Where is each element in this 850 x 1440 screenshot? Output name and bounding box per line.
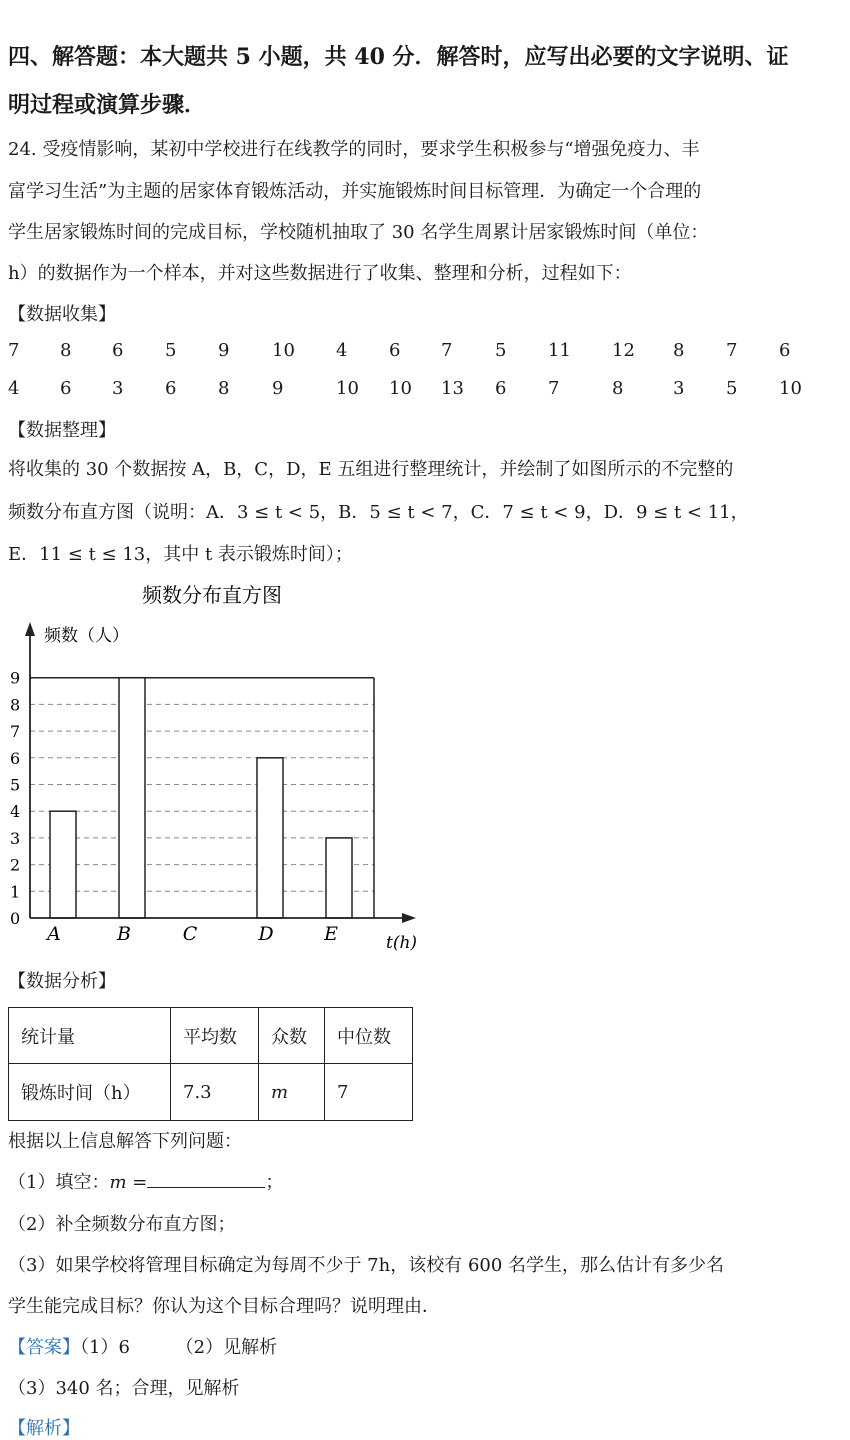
question-2: （2）补全频数分布直方图； xyxy=(8,1214,236,1235)
data-row-1-value: 7 xyxy=(441,340,453,361)
data-row-1-value: 8 xyxy=(60,340,72,361)
problem-intro-4: h）的数据作为一个样本，并对这些数据进行了收集、整理和分析，过程如下： xyxy=(8,263,632,284)
data-row-1-value: 7 xyxy=(8,340,20,361)
organize-text-2: 频数分布直方图（说明：A．3 ≤ t < 5，B．5 ≤ t < 7，C．7 ≤ t < 9，D．9 ≤ t < 11， xyxy=(8,502,749,523)
data-row-2-value: 8 xyxy=(612,378,624,399)
data-row-2-value: 6 xyxy=(165,378,177,399)
table-cell-mode xyxy=(259,1064,325,1121)
bar-E xyxy=(326,838,352,918)
questions-intro: 根据以上信息解答下列问题： xyxy=(8,1131,242,1152)
data-row-1-value: 6 xyxy=(389,340,401,361)
x-category-label: D xyxy=(258,923,274,945)
data-row-2-value: 6 xyxy=(495,378,507,399)
section-heading-line2: 明过程或演算步骤． xyxy=(8,92,207,118)
table-cell-median: 7 xyxy=(325,1064,413,1121)
question-1-end: ； xyxy=(265,1172,284,1193)
data-row-2-value: 8 xyxy=(218,378,230,399)
question-1 xyxy=(8,1168,283,1194)
chart-ylabel: 频数（人） xyxy=(44,626,129,646)
table-header-median: 中位数 xyxy=(325,1008,413,1064)
answer-label: 【答案】 xyxy=(8,1337,80,1358)
problem-intro-2: 富学习生活”为主题的居家体育锻炼活动，并实施锻炼时间目标管理．为确定一个合理的 xyxy=(8,181,702,202)
data-row-2-value: 3 xyxy=(673,378,685,399)
question-3-line1: （3）如果学校将管理目标确定为每周不少于 7h，该校有 600 名学生，那么估计有多少名 xyxy=(8,1255,725,1276)
bar-B xyxy=(119,678,145,918)
data-row-1 xyxy=(0,340,850,364)
data-row-2-value: 6 xyxy=(60,378,72,399)
data-collect-label: 【数据收集】 xyxy=(8,304,116,325)
question-1-var: m = xyxy=(109,1172,148,1193)
organize-text-3: E．11 ≤ t ≤ 13，其中 t 表示锻炼时间）； xyxy=(8,544,353,565)
answer-blank xyxy=(147,1171,265,1188)
data-row-1-value: 6 xyxy=(779,340,791,361)
data-row-1-value: 11 xyxy=(548,340,571,361)
data-row-2-value: 7 xyxy=(548,378,560,399)
analysis-tag: 【解析】 xyxy=(8,1418,80,1439)
x-category-label: C xyxy=(182,923,198,945)
statistics-table xyxy=(8,1007,413,1121)
data-row-1-value: 5 xyxy=(495,340,507,361)
table-header-mode: 众数 xyxy=(259,1008,325,1064)
y-tick-label: 3 xyxy=(10,828,21,848)
data-row-1-value: 4 xyxy=(336,340,348,361)
y-tick-label: 0 xyxy=(10,909,21,928)
y-tick-label: 9 xyxy=(10,668,21,688)
data-row-2-value: 10 xyxy=(389,378,412,399)
data-row-2-value: 13 xyxy=(441,378,464,399)
y-axis-arrow xyxy=(25,622,35,636)
table-header-mean: 平均数 xyxy=(171,1008,259,1064)
data-organize-label: 【数据整理】 xyxy=(8,420,116,441)
table-cell-label: 锻炼时间（h） xyxy=(9,1064,171,1121)
data-row-1-value: 7 xyxy=(726,340,738,361)
chart-xlabel: t(h) xyxy=(386,933,418,953)
answer-text-1: （1）6 （2）见解析 xyxy=(80,1337,278,1358)
data-analysis-label: 【数据分析】 xyxy=(8,971,116,992)
table-cell-mode-value: m xyxy=(271,1081,289,1103)
data-row-2-value: 10 xyxy=(779,378,802,399)
data-row-2-value: 5 xyxy=(726,378,738,399)
bar-D xyxy=(257,758,283,918)
data-row-1-value: 12 xyxy=(612,340,635,361)
y-tick-label: 2 xyxy=(10,855,21,875)
question-1-text: （1）填空： xyxy=(8,1172,110,1193)
frequency-histogram xyxy=(0,576,430,956)
data-row-2-value: 9 xyxy=(272,378,284,399)
chart-title: 频数分布直方图 xyxy=(142,583,282,607)
y-tick-label: 4 xyxy=(10,802,21,822)
x-category-label: A xyxy=(47,923,61,945)
y-tick-label: 1 xyxy=(10,882,21,902)
x-category-label: B xyxy=(117,923,131,945)
bar-A xyxy=(50,811,76,918)
data-row-1-value: 10 xyxy=(272,340,295,361)
y-tick-label: 7 xyxy=(10,722,21,742)
problem-intro-3: 学生居家锻炼时间的完成目标，学校随机抽取了 30 名学生周累计居家锻炼时间（单位： xyxy=(8,222,709,243)
organize-text-1: 将收集的 30 个数据按 A，B，C，D，E 五组进行整理统计，并绘制了如图所示的不完整的 xyxy=(8,459,734,480)
data-row-1-value: 6 xyxy=(112,340,124,361)
y-tick-label: 8 xyxy=(10,695,21,715)
x-axis-arrow xyxy=(402,913,416,923)
answer-line-1 xyxy=(8,1333,277,1359)
data-row-2-value: 3 xyxy=(112,378,124,399)
y-tick-label: 6 xyxy=(10,748,21,768)
table-cell-mean: 7.3 xyxy=(171,1064,259,1121)
problem-intro-1: 24. 受疫情影响，某初中学校进行在线教学的同时，要求学生积极参与“增强免疫力、丰 xyxy=(8,139,700,160)
data-row-1-value: 9 xyxy=(218,340,230,361)
y-tick-label: 5 xyxy=(10,775,21,795)
section-heading-line1: 四、解答题：本大题共 5 小题，共 40 分．解答时，应写出必要的文字说明、证 xyxy=(8,44,789,70)
x-category-label: E xyxy=(324,923,338,945)
answer-line-2: （3）340 名；合理，见解析 xyxy=(8,1378,240,1399)
data-row-2-value: 4 xyxy=(8,378,20,399)
data-row-1-value: 5 xyxy=(165,340,177,361)
data-row-2 xyxy=(0,378,850,402)
data-row-2-value: 10 xyxy=(336,378,359,399)
question-3-line2: 学生能完成目标？你认为这个目标合理吗？说明理由． xyxy=(8,1296,440,1317)
table-header-stat: 统计量 xyxy=(9,1008,171,1064)
data-row-1-value: 8 xyxy=(673,340,685,361)
